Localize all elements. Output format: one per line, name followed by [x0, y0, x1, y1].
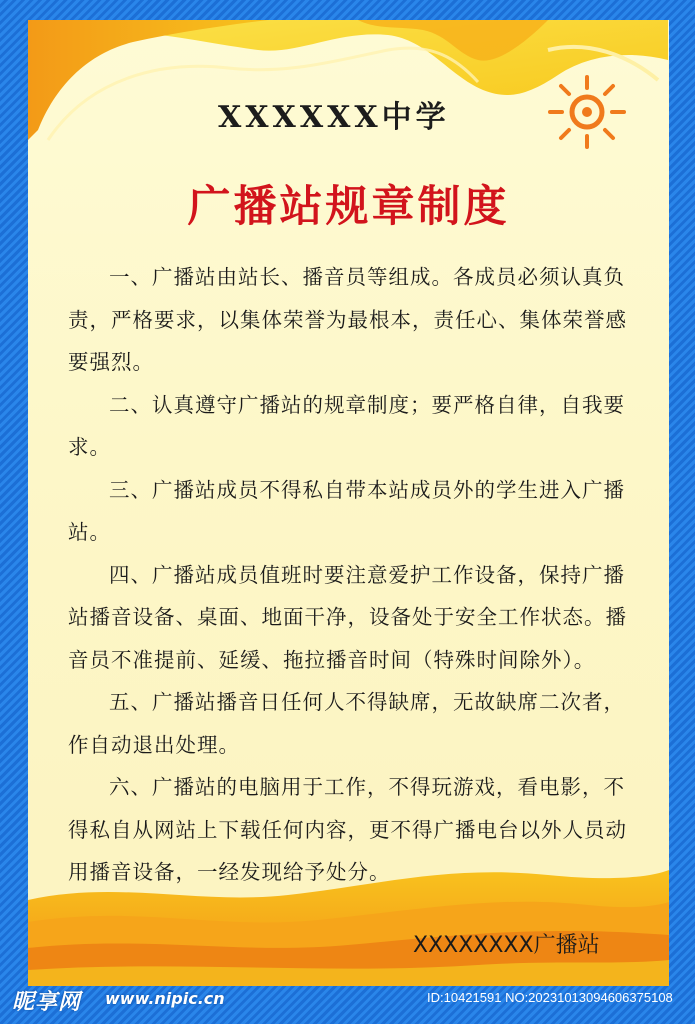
issuer-signature: XXXXXXXX广播站 — [413, 933, 600, 958]
watermark-url: www.nipic.cn — [105, 989, 225, 1008]
watermark-logo: 昵享网 — [12, 990, 82, 1015]
rule-paragraph: 五、广播站播音日任何人不得缺席，无故缺席二次者，作自动退出处理。 — [68, 690, 625, 757]
page-title: 广播站规章制度 — [187, 182, 510, 232]
rule-paragraph: 三、广播站成员不得私自带本站成员外的学生进入广播站。 — [68, 477, 625, 544]
rule-paragraph: 四、广播站成员值班时要注意爱护工作设备，保持广播站播音设备、桌面、地面干净，设备处于安全工作状态。播音员不准提前、延缓、拖拉播音时间（特殊时间除外）。 — [68, 562, 627, 672]
watermark-id: ID:10421591 NO:20231013094606375108 — [427, 990, 673, 1005]
sun-icon — [542, 72, 632, 152]
notice-panel — [28, 20, 669, 986]
rule-paragraph: 六、广播站的电脑用于工作，不得玩游戏，看电影，不得私自从网站上下载任何内容，更不得广播电台以外人员动用播音设备，一经发现给予处分。 — [68, 775, 627, 884]
rules-list — [68, 256, 638, 894]
school-name: XXXXXX中学 — [218, 100, 450, 135]
rule-paragraph: 一、广播站由站长、播音员等组成。各成员必须认真负责，严格要求，以集体荣誉为最根本，责任心、集体荣誉感要强烈。 — [68, 265, 627, 374]
rule-paragraph: 二、认真遵守广播站的规章制度；要严格自律，自我要求。 — [68, 392, 625, 459]
